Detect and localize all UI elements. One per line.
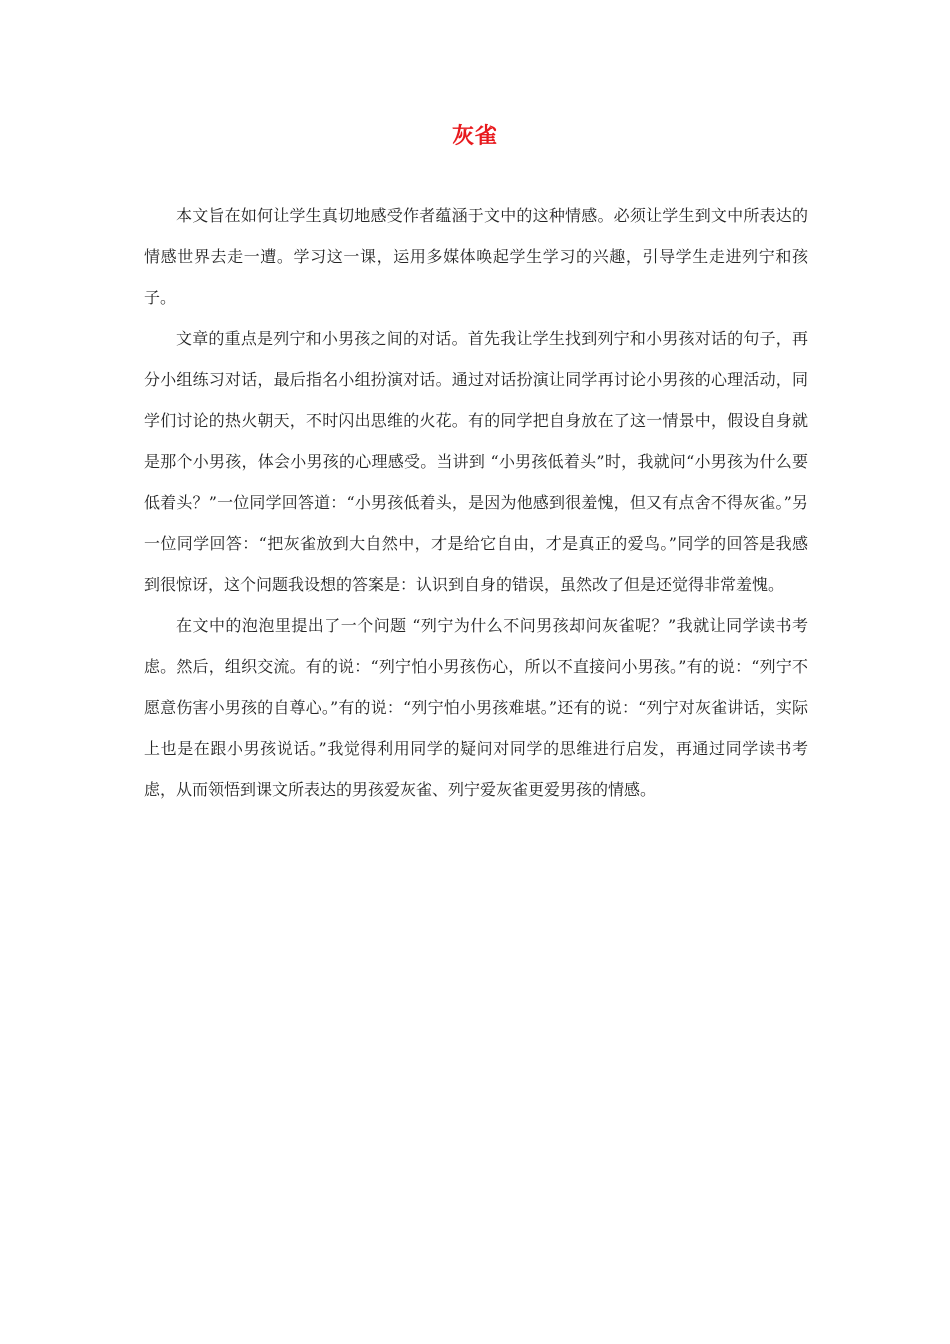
document-title: 灰雀 [451,124,498,149]
paragraph-2: 文章的重点是列宁和小男孩之间的对话。首先我让学生找到列宁和小男孩对话的句子，再分小组练习对话，最后指名小组扮演对话。通过对话扮演让同学再讨论小男孩的心理活动，同学们讨论的热火朝天，不时闪出思维的火花。有的同学把自身放在了这一情景中，假设自身就是那个小男孩，体会小男孩的心理感受。当讲到 “小男孩低着头”时，我就问“小男孩为什么要低着头？”一位同学回答道：“小男孩低着头，是因为他感到很羞愧，但又有点舍不得灰雀。”另一位同学回答：“把灰雀放到大自然中，才是给它自由，才是真正的爱鸟。”同学的回答是我感到很惊讶，这个问题我设想的答案是：认识到自身的错误，虽然改了但是还觉得非常羞愧。 [144,329,808,594]
paragraph-3: 在文中的泡泡里提出了一个问题 “列宁为什么不问男孩却问灰雀呢？”我就让同学读书考虑。然后，组织交流。有的说：“列宁怕小男孩伤心，所以不直接问小男孩。”有的说：“列宁不愿意伤害小男孩的自尊心。”有的说：“列宁怕小男孩难堪。”还有的说：“列宁对灰雀讲话，实际上也是在跟小男孩说话。”我觉得利用同学的疑问对同学的思维进行启发，再通过同学读书考虑，从而领悟到课文所表达的男孩爱灰雀、列宁爱灰雀更爱男孩的情感。 [144,616,808,799]
paragraph-1: 本文旨在如何让学生真切地感受作者蕴涵于文中的这种情感。必须让学生到文中所表达的情感世界去走一遭。学习这一课，运用多媒体唤起学生学习的兴趣，引导学生走进列宁和孩子。 [144,206,808,307]
document-body [144,195,808,810]
